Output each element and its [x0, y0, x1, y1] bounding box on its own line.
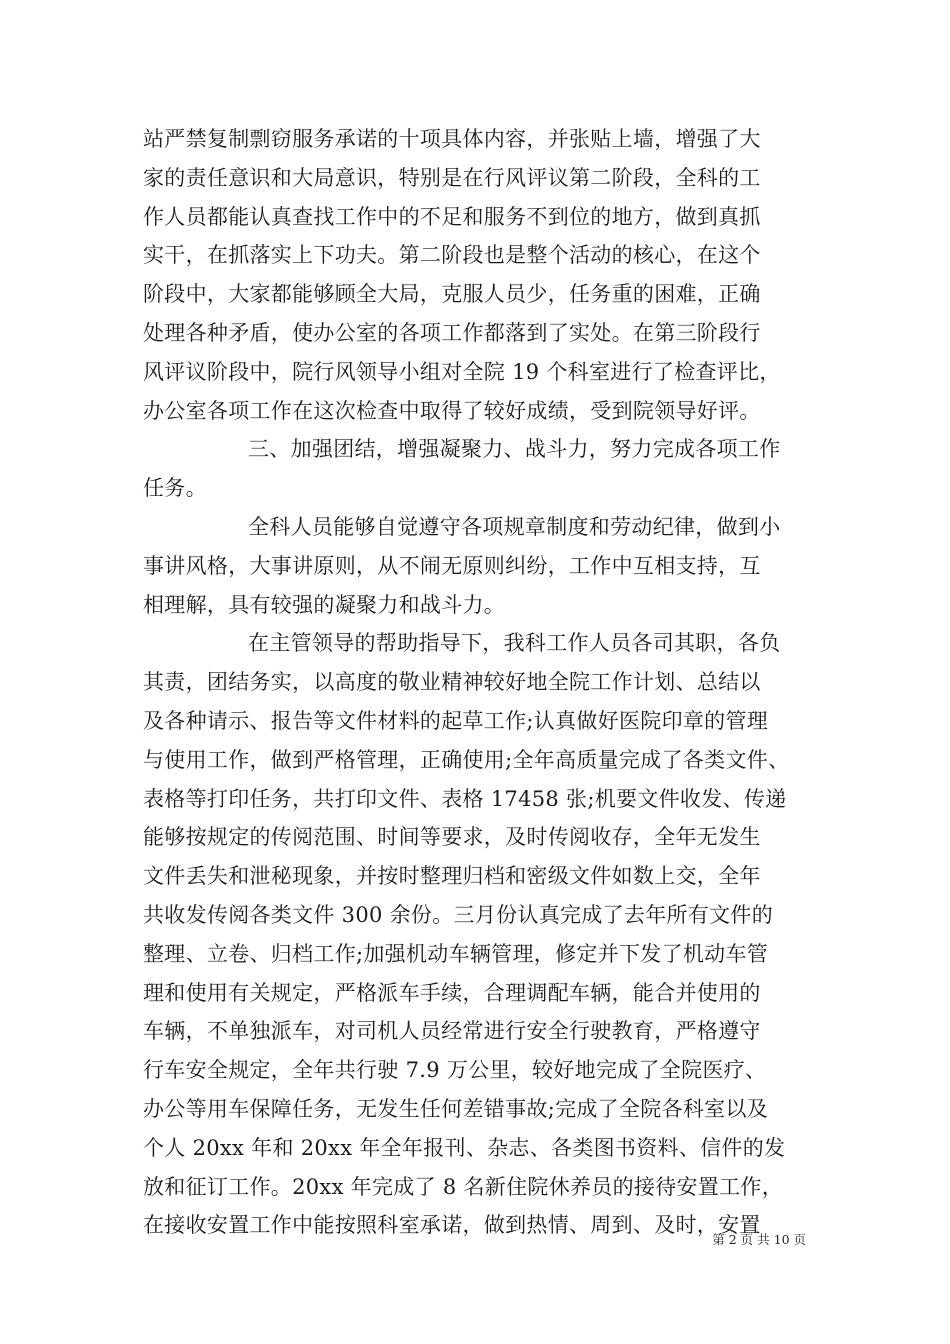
text-line: 车辆，不单独派车，对司机人员经常进行安全行驶教育，严格遵守: [143, 1019, 761, 1044]
text-line: 及各种请示、报告等文件材料的起草工作;认真做好医院印章的管理: [143, 708, 769, 733]
text-line: 个人 20xx 年和 20xx 年全年报刊、杂志、各类图书资料、信件的发: [143, 1135, 786, 1160]
text-line: 表格等打印任务，共打印文件、表格 17458 张;机要文件收发、传递: [143, 786, 787, 811]
paragraph-start: 在主管领导的帮助指导下，我科工作人员各司其职，各负: [248, 631, 781, 656]
text-line: 作人员都能认真查找工作中的不足和服务不到位的地方，做到真抓: [143, 204, 761, 229]
text-line: 文件丢失和泄秘现象，并按时整理归档和密级文件如数上交，全年: [143, 864, 761, 889]
text-line: 办公室各项工作在这次检查中取得了较好成绩，受到院领导好评。: [143, 398, 761, 423]
text-line: 放和征订工作。20xx 年完成了 8 名新住院休养员的接待安置工作，: [143, 1174, 783, 1199]
text-line: 相理解，具有较强的凝聚力和战斗力。: [143, 592, 506, 617]
page-number: 第 2 页 共 10 页: [712, 1232, 806, 1247]
text-line: 事讲风格，大事讲原则，从不闹无原则纠纷，工作中互相支持，互: [143, 553, 761, 578]
document-body: [143, 120, 823, 1245]
text-line: 处理各种矛盾，使办公室的各项工作都落到了实处。在第三阶段行: [143, 320, 761, 345]
text-line: 行车安全规定，全年共行驶 7.9 万公里，较好地完成了全院医疗、: [143, 1058, 767, 1083]
paragraph-start: 全科人员能够自觉遵守各项规章制度和劳动纪律，做到小: [248, 514, 781, 539]
text-line: 理和使用有关规定，严格派车手续，合理调配车辆，能合并使用的: [143, 980, 761, 1005]
text-line: 共收发传阅各类文件 300 余份。三月份认真完成了去年所有文件的: [143, 902, 774, 927]
section-heading-continued: 任务。: [143, 476, 207, 501]
text-line: 在接收安置工作中能按照科室承诺，做到热情、周到、及时，安置: [143, 1213, 761, 1238]
text-line: 阶段中，大家都能够顾全大局，克服人员少，任务重的困难，正确: [143, 282, 761, 307]
text-line: 实干，在抓落实上下功夫。第二阶段也是整个活动的核心，在这个: [143, 243, 761, 268]
text-line: 风评议阶段中，院行风领导小组对全院 19 个科室进行了检查评比，: [143, 359, 781, 384]
section-heading: 三、加强团结，增强凝聚力、战斗力，努力完成各项工作: [248, 437, 781, 462]
text-line: 办公等用车保障任务，无发生任何差错事故;完成了全院各科室以及: [143, 1096, 769, 1121]
text-line: 家的责任意识和大局意识，特别是在行风评议第二阶段，全科的工: [143, 165, 761, 190]
text-line: 能够按规定的传阅范围、时间等要求，及时传阅收存，全年无发生: [143, 825, 761, 850]
text-line: 与使用工作，做到严格管理，正确使用;全年高质量完成了各类文件、: [143, 747, 790, 772]
text-line: 其责，团结务实，以高度的敬业精神较好地全院工作计划、总结以: [143, 670, 761, 695]
text-line: 站严禁复制剽窃服务承诺的十项具体内容，并张贴上墙，增强了大: [143, 127, 761, 151]
text-line: 整理、立卷、归档工作;加强机动车辆管理，修定并下发了机动车管: [143, 941, 769, 966]
